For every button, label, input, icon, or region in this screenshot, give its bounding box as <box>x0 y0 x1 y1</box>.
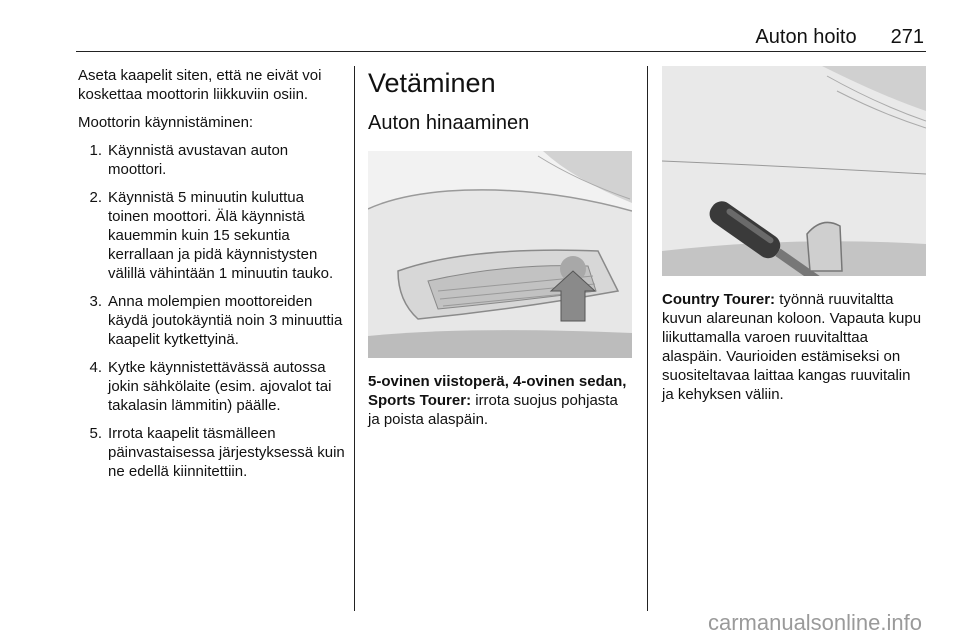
list-item <box>78 188 346 283</box>
bumper-cover-illustration <box>368 151 632 358</box>
column-2 <box>368 66 632 429</box>
step-text: Irrota kaapelit täsmälleen päinvastaisessa järjestyksessä kuin ne edellä kiinnitettiin. <box>108 425 345 480</box>
list-item <box>78 358 346 415</box>
section-title: Auton hoito <box>755 26 857 48</box>
watermark-text: carmanualsonline.info <box>707 610 922 635</box>
subsection-heading: Auton hinaaminen <box>368 112 530 134</box>
caption-model-label: 5-ovinen viistoperä, 4-ovinen sedan, Sports Tourer: <box>368 373 627 409</box>
page-header <box>755 26 924 49</box>
towing-caption-1 <box>368 372 632 429</box>
step-number: 3. <box>89 293 102 310</box>
step-number: 4. <box>89 359 102 376</box>
intro-paragraph: Aseta kaapelit siten, että ne eivät voi koskettaa moottorin liikkuviin osiin. <box>78 67 322 103</box>
column-divider-2 <box>647 66 648 611</box>
step-number: 1. <box>89 142 102 159</box>
column-3 <box>662 66 926 404</box>
screwdriver-illustration <box>662 66 926 276</box>
step-number: 2. <box>89 189 102 206</box>
step-text: Käynnistä avustavan auton moottori. <box>108 142 289 178</box>
column-divider-1 <box>354 66 355 611</box>
list-item <box>78 141 346 179</box>
step-text: Käynnistä 5 minuutin kuluttua toinen moottori. Älä käynnistä kauemmin kuin 15 sekuntia kerrallaan ja pidä käynnistysten välillä vähintään 1 minuutin tauko. <box>108 189 334 282</box>
start-steps-list <box>78 141 346 481</box>
step-text: Kytke käynnistettävässä autossa jokin sähkölaite (esim. ajovalot tai takalasin lämmitin) päälle. <box>108 359 332 414</box>
caption-instruction: työnnä ruuvitaltta kuvun alareunan koloon. Vapauta kupu liikuttamalla varoen ruuvitalttaa alaspäin. Vaurioiden estämiseksi on suositeltavaa laittaa kangas ruuvitalin ja kehyksen väliin. <box>662 291 922 403</box>
start-subheading: Moottorin käynnistäminen: <box>78 114 254 131</box>
towing-caption-2 <box>662 290 926 404</box>
list-item <box>78 292 346 349</box>
step-text: Anna molempien moottoreiden käydä joutokäyntiä noin 3 minuuttia kaapelit kytkettyinä. <box>108 293 343 348</box>
caption-model-label: Country Tourer: <box>662 291 776 308</box>
section-heading: Vetäminen <box>368 68 496 98</box>
header-rule <box>76 51 926 52</box>
step-number: 5. <box>89 425 102 442</box>
column-1 <box>78 66 346 490</box>
caption-instruction: irrota suojus pohjasta ja poista alaspäin. <box>368 392 618 428</box>
page-number: 271 <box>890 26 924 48</box>
list-item <box>78 424 346 481</box>
